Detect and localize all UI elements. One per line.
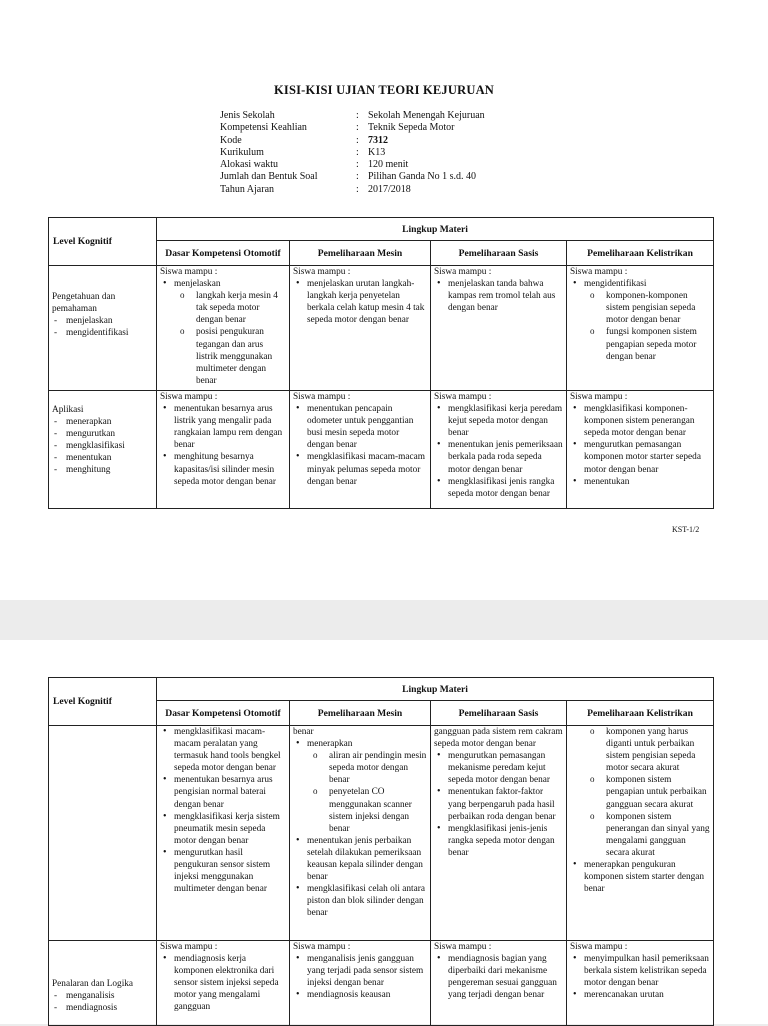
info-value: Pilihan Ganda No 1 s.d. 40 [368, 171, 477, 183]
materi-cell [431, 726, 567, 941]
materi-cell [290, 391, 431, 509]
list-item: • menjelaskan tanda bahwa kampas rem tromol telah aus dengan benar [434, 278, 563, 314]
level-title: Penalaran dan Logika [52, 979, 134, 989]
info-row [220, 110, 485, 122]
column-header: Dasar Kompetensi Otomotif [157, 241, 290, 266]
grid-table-page-1 [48, 217, 714, 509]
list-item: • mengklasifikasi macam-macam peralatan yang termasuk hand tools bengkel sepeda motor dengan benar [160, 726, 286, 774]
list-item: • menganalisis jenis gangguan yang terjadi pada sensor sistem injeksi dengan benar [293, 953, 427, 989]
level-kognitif-header: Level Kognitif [49, 678, 157, 726]
level-item: - menentukan [52, 452, 153, 464]
cell-text: Siswa mampu : [570, 267, 628, 277]
info-row [220, 135, 485, 147]
info-colon: : [356, 159, 359, 171]
materi-cell [290, 726, 431, 941]
column-header: Pemeliharaan Kelistrikan [567, 701, 714, 726]
info-colon: : [356, 146, 359, 158]
level-item: - menghitung [52, 464, 153, 476]
list-item: • menentukan jenis perbaikan setelah dilakukan pemeriksaan keausan kepala silinder dengan benar [293, 835, 427, 883]
level-title: Aplikasi [52, 405, 84, 415]
info-row [220, 147, 485, 159]
column-header: Pemeliharaan Sasis [431, 701, 567, 726]
list-item: • mengurutkan pemasangan mekanisme peredam kejut sepeda motor dengan benar [434, 750, 563, 786]
info-value: K13 [368, 146, 386, 158]
list-item: • menjelaskan urutan langkah-langkah kerja penyetelan berkala celah katup mesin 4 tak sepeda motor dengan benar [293, 278, 427, 326]
document-title: KISI-KISI UJIAN TEORI KEJURUAN [273, 83, 495, 97]
list-item: o fungsi komponen sistem pengapian sepeda motor dengan benar [570, 326, 710, 362]
list-item: • mengurutkan hasil pengukuran sensor sistem injeksi menggunakan multimeter dengan benar [160, 847, 286, 895]
cell-text: Siswa mampu : [570, 942, 628, 952]
school-info-block [220, 110, 485, 196]
info-value: Teknik Sepeda Motor [368, 122, 455, 134]
list-item: o komponen sistem penerangan dan sinyal yang mengalami gangguan secara akurat [570, 811, 710, 859]
info-row [220, 184, 485, 196]
list-item: • mengidentifikasi [570, 278, 710, 290]
materi-cell [157, 266, 290, 391]
level-item: - mengurutkan [52, 428, 153, 440]
materi-cell [431, 941, 567, 1026]
cell-text: Siswa mampu : [293, 267, 351, 277]
cell-text: gangguan pada sistem rem cakram sepeda motor dengan benar [434, 727, 563, 750]
info-label: Jenis Sekolah [220, 110, 275, 121]
table-row [49, 266, 714, 391]
cell-text: Siswa mampu : [160, 942, 218, 952]
grid-table-page-2 [48, 677, 714, 1026]
list-item: • mendiagnosis keausan [293, 989, 427, 1001]
level-title: Pengetahuan dan pemahaman [52, 292, 116, 315]
page-footer-code: KST-1/2 [672, 525, 700, 534]
column-header: Pemeliharaan Mesin [290, 241, 431, 266]
list-item: o komponen sistem pengapian untuk perbaikan gangguan secara akurat [570, 774, 710, 810]
list-item: o aliran air pendingin mesin sepeda motor dengan benar [293, 750, 427, 786]
info-row [220, 171, 485, 183]
list-item: • mengklasifikasi komponen-komponen sistem penerangan sepeda motor dengan benar [570, 403, 710, 439]
info-colon: : [356, 171, 359, 183]
list-item: • mendiagnosis bagian yang diperbaiki dari mekanisme pengereman sesuai gangguan yang terjadi dengan benar [434, 953, 563, 1001]
list-item: • mengklasifikasi celah oli antara piston dan blok silinder dengan benar [293, 883, 427, 919]
level-cell [49, 266, 157, 391]
lingkup-materi-header: Lingkup Materi [157, 678, 714, 701]
column-header: Pemeliharaan Mesin [290, 701, 431, 726]
materi-cell [290, 266, 431, 391]
list-item: • merencanakan urutan [570, 989, 710, 1001]
materi-cell [431, 391, 567, 509]
list-item: • menentukan jenis pemeriksaan berkala pada roda sepeda motor dengan benar [434, 439, 563, 475]
level-kognitif-header: Level Kognitif [49, 218, 157, 266]
info-label: Kode [220, 134, 242, 146]
list-item: o langkah kerja mesin 4 tak sepeda motor dengan benar [160, 290, 286, 326]
materi-cell [431, 266, 567, 391]
level-item: - menjelaskan [52, 315, 153, 327]
materi-cell [567, 266, 714, 391]
info-row [220, 122, 485, 134]
list-item: • menerapkan [293, 738, 427, 750]
column-header: Dasar Kompetensi Otomotif [157, 701, 290, 726]
cell-text: Siswa mampu : [293, 942, 351, 952]
level-cell [49, 391, 157, 509]
list-item: • menyimpulkan hasil pemeriksaan berkala sistem kelistrikan sepeda motor dengan benar [570, 953, 710, 989]
materi-cell [157, 391, 290, 509]
list-item: o komponen yang harus diganti untuk perbaikan sistem pengisian sepeda motor secara akurat [570, 726, 710, 774]
level-cell [49, 941, 157, 1026]
cell-text: Siswa mampu : [434, 392, 492, 402]
list-item: • mengklasifikasi jenis-jenis rangka sepeda motor dengan benar [434, 823, 563, 859]
level-item: - menganalisis [52, 990, 153, 1002]
materi-cell [157, 941, 290, 1026]
info-colon: : [356, 110, 359, 121]
level-item: - menerapkan [52, 416, 153, 428]
info-colon: : [356, 183, 359, 195]
info-label: Alokasi waktu [220, 159, 279, 171]
list-item: • menentukan besarnya arus listrik yang mengalir pada rangkaian lampu rem dengan benar [160, 403, 286, 451]
info-value: 2017/2018 [368, 183, 411, 195]
table-row [49, 391, 714, 509]
info-label: Jumlah dan Bentuk Soal [220, 171, 318, 183]
list-item: • menjelaskan [160, 278, 286, 290]
list-item: • menentukan [570, 476, 710, 488]
cell-text: Siswa mampu : [160, 392, 218, 402]
materi-cell [157, 726, 290, 941]
list-item: • mengklasifikasi jenis rangka sepeda motor dengan benar [434, 476, 563, 500]
info-colon: : [356, 134, 359, 146]
list-item: o posisi pengukuran tegangan dan arus listrik menggunakan multimeter dengan benar [160, 326, 286, 386]
list-item: o komponen-komponen sistem pengisian sepeda motor dengan benar [570, 290, 710, 326]
table-row [49, 726, 714, 941]
info-value: 7312 [368, 134, 388, 146]
materi-cell [567, 726, 714, 941]
materi-cell [290, 941, 431, 1026]
info-value: Sekolah Menengah Kejuruan [368, 110, 485, 121]
level-item: - mendiagnosis [52, 1002, 153, 1014]
info-label: Tahun Ajaran [220, 183, 275, 195]
list-item: • menentukan pencapain odometer untuk penggantian busi mesin sepeda motor dengan benar [293, 403, 427, 451]
list-item: • menghitung besarnya kapasitas/isi silinder mesin sepeda motor dengan benar [160, 451, 286, 487]
info-row [220, 159, 485, 171]
list-item: • menentukan faktor-faktor yang berpengaruh pada hasil perbaikan roda dengan benar [434, 786, 563, 822]
list-item: o penyetelan CO menggunakan scanner sistem injeksi dengan benar [293, 786, 427, 834]
list-item: • mengklasifikasi macam-macam minyak pelumas sepeda motor dengan benar [293, 451, 427, 487]
column-header: Pemeliharaan Kelistrikan [567, 241, 714, 266]
column-header: Pemeliharaan Sasis [431, 241, 567, 266]
cell-text: Siswa mampu : [434, 942, 492, 952]
cell-text: Siswa mampu : [570, 392, 628, 402]
level-cell [49, 726, 157, 941]
list-item: • menerapkan pengukuran komponen sistem starter dengan benar [570, 859, 710, 895]
materi-cell [567, 941, 714, 1026]
lingkup-materi-header: Lingkup Materi [157, 218, 714, 241]
list-item: • mendiagnosis kerja komponen elektronika dari sensor sistem injeksi sepeda motor yang mengalami gangguan [160, 953, 286, 1013]
cell-text: benar [293, 727, 314, 737]
info-value: 120 menit [368, 159, 409, 171]
info-label: Kurikulum [220, 146, 264, 158]
list-item: • mengurutkan pemasangan komponen motor starter sepeda motor dengan benar [570, 439, 710, 475]
level-item: - mengidentifikasi [52, 327, 153, 339]
list-item: • mengklasifikasi kerja sistem pneumatik mesin sepeda motor dengan benar [160, 811, 286, 847]
info-colon: : [356, 122, 359, 134]
table-row [49, 941, 714, 1026]
info-label: Kompetensi Keahlian [220, 122, 307, 134]
materi-cell [567, 391, 714, 509]
list-item: • menentukan besarnya arus pengisian normal baterai dengan benar [160, 774, 286, 810]
cell-text: Siswa mampu : [293, 392, 351, 402]
cell-text: Siswa mampu : [434, 267, 492, 277]
level-item: - mengklasifikasi [52, 440, 153, 452]
cell-text: Siswa mampu : [160, 267, 218, 277]
list-item: • mengklasifikasi kerja peredam kejut sepeda motor dengan benar [434, 403, 563, 439]
